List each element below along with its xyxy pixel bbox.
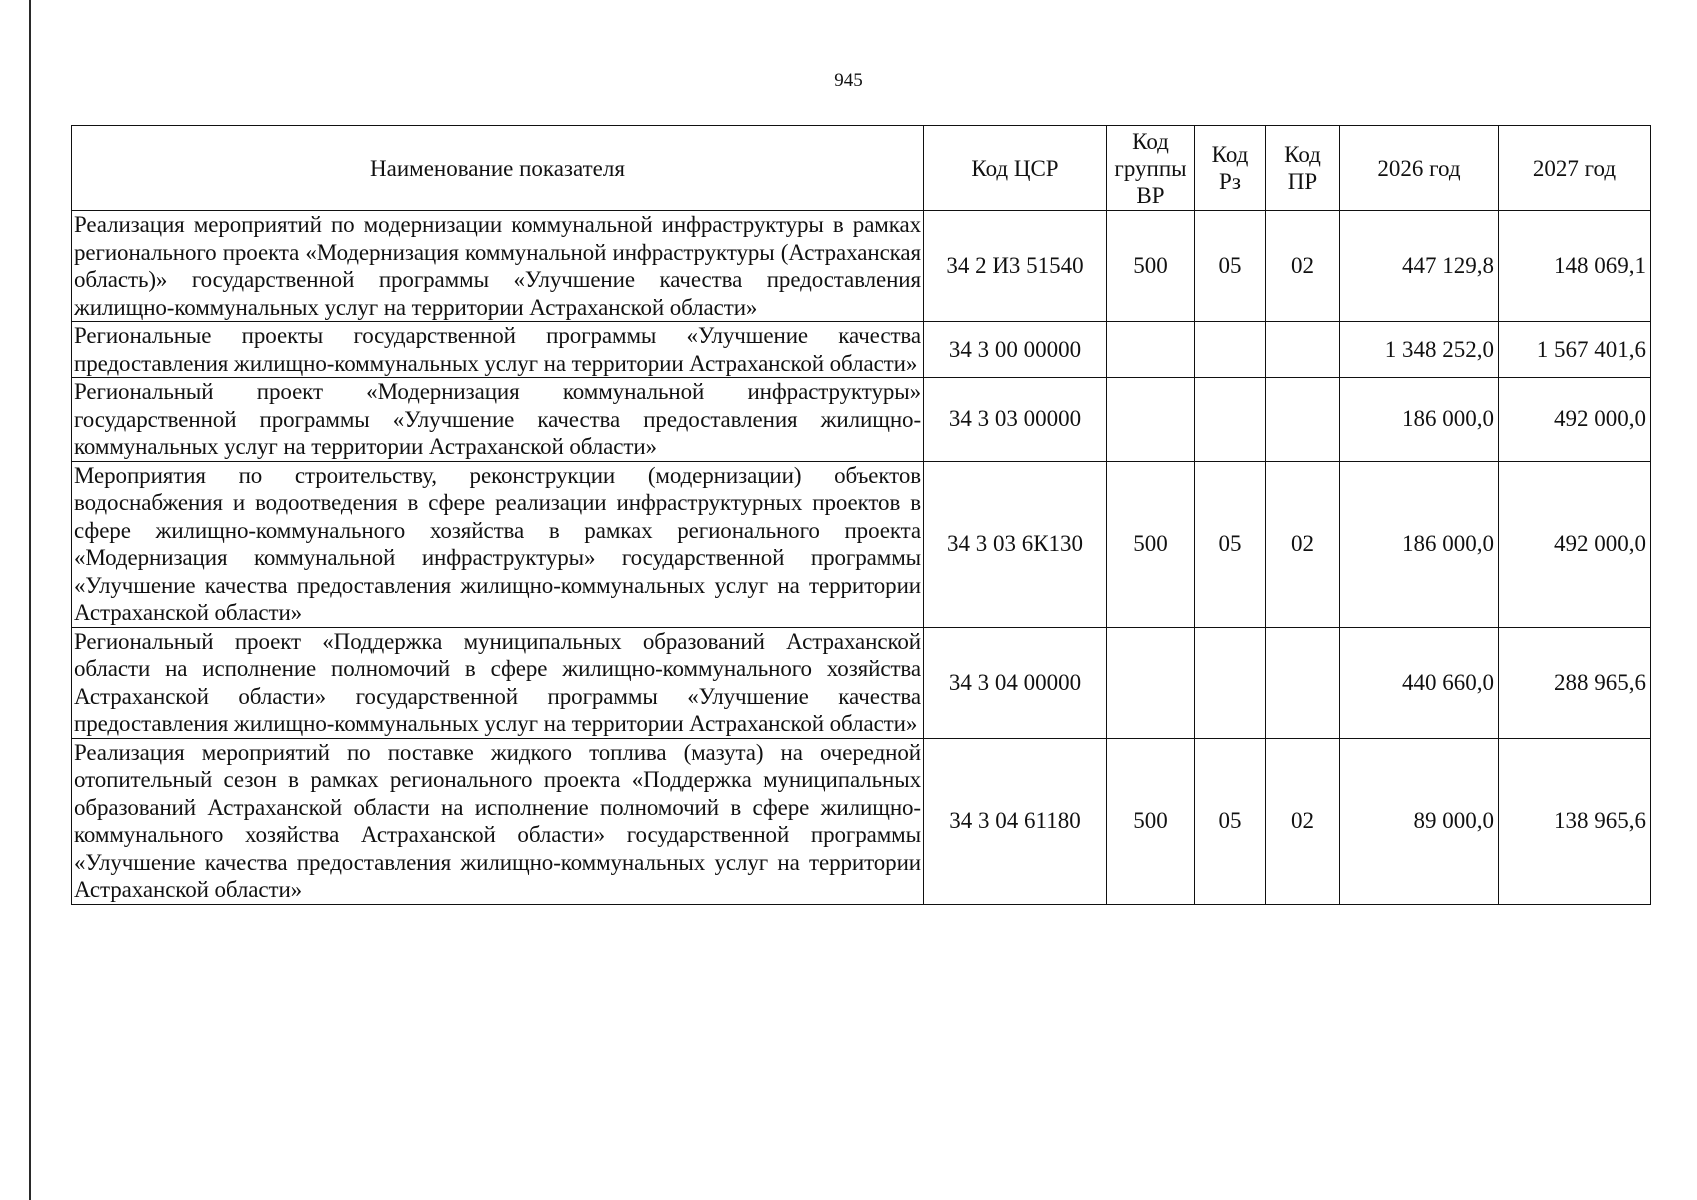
table-row <box>72 461 1651 627</box>
row-pr-code <box>1266 627 1340 738</box>
header-pr-code: Код ПР <box>1266 126 1340 211</box>
table-row <box>72 211 1651 322</box>
header-vr-code: Код группы ВР <box>1107 126 1195 211</box>
row-amount-2026: 440 660,0 <box>1340 627 1499 738</box>
table-row <box>72 738 1651 904</box>
table-header-row <box>72 126 1651 211</box>
row-amount-2027: 1 567 401,6 <box>1499 322 1651 378</box>
row-rz-code: 05 <box>1195 461 1266 627</box>
table-row <box>72 378 1651 462</box>
header-rz-code: Код Рз <box>1195 126 1266 211</box>
row-csr-code: 34 3 04 00000 <box>924 627 1107 738</box>
row-csr-code: 34 2 И3 51540 <box>924 211 1107 322</box>
row-amount-2027: 492 000,0 <box>1499 378 1651 462</box>
table-row <box>72 322 1651 378</box>
row-rz-code <box>1195 378 1266 462</box>
row-amount-2027: 138 965,6 <box>1499 738 1651 904</box>
row-csr-code: 34 3 04 61180 <box>924 738 1107 904</box>
row-name-cell: Мероприятия по строительству, реконструкции (модернизации) объектов водоснабжения и водоотведения в сфере реализации инфраструктурных проектов в сфере жилищно-коммунального хозяйства в рамках регионального проекта «Модернизация коммунальной инфраструктуры» государственной программы «Улучшение качества предоставления жилищно-коммунальных услуг на территории Астраханской области» <box>72 461 924 627</box>
row-rz-code <box>1195 627 1266 738</box>
row-name-cell: Региональный проект «Поддержка муниципальных образований Астраханской области на исполнение полномочий в сфере жилищно-коммунального хозяйства Астраханской области» государственной программы «Улучшение качества предоставления жилищно-коммунальных услуг на территории Астраханской области» <box>72 627 924 738</box>
header-name: Наименование показателя <box>72 126 924 211</box>
row-csr-code: 34 3 00 00000 <box>924 322 1107 378</box>
row-rz-code: 05 <box>1195 211 1266 322</box>
row-amount-2026: 186 000,0 <box>1340 378 1499 462</box>
header-year-2026: 2026 год <box>1340 126 1499 211</box>
row-name-cell: Реализация мероприятий по модернизации коммунальной инфраструктуры в рамках регионального проекта «Модернизация коммунальной инфраструктуры (Астраханская область)» государственной программы «Улучшение качества предоставления жилищно-коммунальных услуг на территории Астраханской области» <box>72 211 924 322</box>
page-number: 945 <box>834 70 863 91</box>
row-amount-2026: 1 348 252,0 <box>1340 322 1499 378</box>
row-vr-code: 500 <box>1107 461 1195 627</box>
row-vr-code <box>1107 378 1195 462</box>
table-row <box>72 627 1651 738</box>
row-pr-code <box>1266 378 1340 462</box>
row-amount-2027: 492 000,0 <box>1499 461 1651 627</box>
row-name-cell: Региональные проекты государственной программы «Улучшение качества предоставления жилищно-коммунальных услуг на территории Астраханской области» <box>72 322 924 378</box>
row-vr-code <box>1107 322 1195 378</box>
row-pr-code <box>1266 322 1340 378</box>
row-csr-code: 34 3 03 6К130 <box>924 461 1107 627</box>
row-pr-code: 02 <box>1266 738 1340 904</box>
row-pr-code: 02 <box>1266 461 1340 627</box>
row-pr-code: 02 <box>1266 211 1340 322</box>
row-rz-code: 05 <box>1195 738 1266 904</box>
row-vr-code: 500 <box>1107 738 1195 904</box>
row-name-cell: Реализация мероприятий по поставке жидкого топлива (мазута) на очередной отопительный сезон в рамках регионального проекта «Поддержка муниципальных образований Астраханской области на исполнение полномочий в сфере жилищно-коммунального хозяйства Астраханской области» государственной программы «Улучшение качества предоставления жилищно-коммунальных услуг на территории Астраханской области» <box>72 738 924 904</box>
row-amount-2026: 89 000,0 <box>1340 738 1499 904</box>
header-year-2027: 2027 год <box>1499 126 1651 211</box>
row-amount-2027: 288 965,6 <box>1499 627 1651 738</box>
row-amount-2026: 447 129,8 <box>1340 211 1499 322</box>
left-margin-line <box>29 0 31 1200</box>
row-rz-code <box>1195 322 1266 378</box>
row-vr-code <box>1107 627 1195 738</box>
row-amount-2026: 186 000,0 <box>1340 461 1499 627</box>
header-csr-code: Код ЦСР <box>924 126 1107 211</box>
row-csr-code: 34 3 03 00000 <box>924 378 1107 462</box>
row-amount-2027: 148 069,1 <box>1499 211 1651 322</box>
row-name-cell: Региональный проект «Модернизация коммунальной инфраструктуры» государственной программы «Улучшение качества предоставления жилищно-коммунальных услуг на территории Астраханской области» <box>72 378 924 462</box>
budget-table <box>71 125 1651 905</box>
row-vr-code: 500 <box>1107 211 1195 322</box>
